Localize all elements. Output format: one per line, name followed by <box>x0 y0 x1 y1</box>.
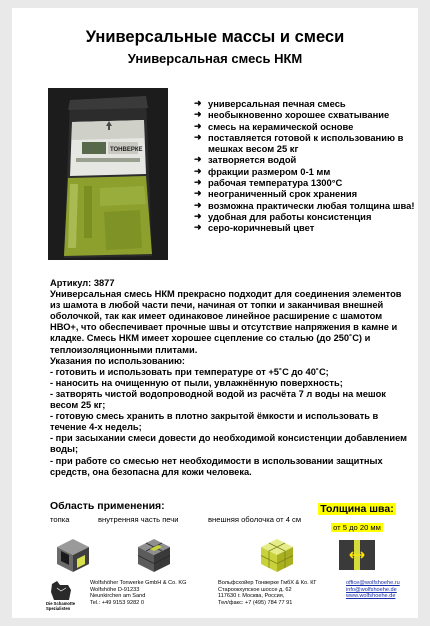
joint-thickness-icon <box>338 536 376 574</box>
arrow-right-icon: ➜ <box>194 98 202 108</box>
instruction-item: - при засыхании смеси довести до необходимой консистенции добавлением воды; <box>50 433 408 455</box>
article-number: Артикул: 3877 <box>50 278 115 288</box>
application-area <box>50 500 350 524</box>
arrow-right-icon: ➜ <box>194 109 202 120</box>
arrow-right-icon: ➜ <box>194 199 202 210</box>
footer-address-de: Wolfshöher Tonwerke GmbH & Co. KG Wolfshöhe D-91233 Neunkirchen am Sand Tel.: +49 9153 9282 0 <box>90 580 187 606</box>
instruction-item: - готовить и использовать при температуре от +5˚С до 40˚С; <box>50 366 329 377</box>
website-link[interactable]: www.wolfshoehe.de <box>346 593 396 600</box>
feature-item: ➜ возможна практически любая толщина шва! <box>194 199 415 211</box>
instruction-item: - наносить на очищенную от пыли, увлажнённую поверхность; <box>50 377 343 388</box>
email-link-office[interactable]: office@wolfshoehe.ru <box>346 580 400 586</box>
description-text: Универсальная смесь НКМ прекрасно подходит для соединения элементов из шамота в любой части печи, начиная от топки и заканчивая внешней оболочкой, так как имеет одинаковое линейное расширение с шамотом НВО+, что обеспечивает прочные швы и отсутствие напряжения в камне и кладке. Смесь НКМ имеет хорошее сцепление со сталью (до 250˚С) и теплоизоляционными плитами. <box>50 289 402 355</box>
bag-brand-text: ТОНВЕРКЕ <box>110 147 143 153</box>
feature-item: ➜ поставляется готовой к использованию в мешках весом 25 кг <box>194 131 404 155</box>
description-block <box>50 278 410 478</box>
product-bag-image <box>48 88 168 260</box>
instruction-item: - готовую смесь хранить в плотно закрытой ёмкости и использовать в течение 4-х недель; <box>50 411 379 433</box>
feature-item: ➜ неограниченный срок хранения <box>194 188 358 200</box>
joint-thickness-title: Толщина шва: <box>320 503 394 515</box>
product-bag-photo <box>48 88 168 260</box>
feature-item: ➜ фракции размером 0-1 мм <box>194 165 331 177</box>
document-page <box>12 8 418 618</box>
logo-text: Spezialisten <box>46 605 71 611</box>
arrow-right-icon: ➜ <box>194 120 202 131</box>
joint-thickness <box>316 499 398 535</box>
instruction-item: - затворять чистой водопроводной водой из расчёта 7 л воды на мешок весом 25 кг; <box>50 388 386 411</box>
footer <box>12 580 418 616</box>
arrow-right-icon: ➜ <box>194 222 202 233</box>
feature-item: ➜ универсальная печная смесь <box>194 98 346 109</box>
application-item-firebox: топка <box>50 515 70 524</box>
feature-item: ➜ затворяется водой <box>194 154 297 166</box>
document-title: Универсальные массы и смеси <box>85 28 345 46</box>
instructions-title: Указания по использованию: <box>50 355 186 366</box>
outer-shell-cube-icon <box>258 536 296 574</box>
footer-links <box>346 580 400 600</box>
instruction-item: - при работе со смесью нет необходимости в использовании защитных средств, она безопасна для кожи человека. <box>50 455 383 477</box>
feature-item: ➜ серо-коричневый цвет <box>194 222 315 234</box>
joint-thickness-value: от 5 до 20 мм <box>333 523 381 532</box>
feature-item: ➜ необыкновенно хорошее схватывание <box>194 109 390 121</box>
footer-address-ru: Вольфсхойер Тонверке ГмбХ & Ко. КГ Староокхупское шоссе д. 62 117630 г. Москва, Россия, Тел/факс: +7 (495) 784 77 91 <box>218 580 317 606</box>
arrow-right-icon: ➜ <box>194 154 202 165</box>
feature-item: ➜ удобная для работы консистенция <box>194 210 372 222</box>
arrow-right-icon: ➜ <box>194 177 202 188</box>
email-link-info[interactable]: info@wolfshoehe.de <box>346 586 397 593</box>
document-subtitle: Универсальная смесь НКМ <box>127 51 303 66</box>
application-icons <box>12 536 418 576</box>
arrow-right-icon: ➜ <box>194 131 202 142</box>
feature-item: ➜ рабочая температура 1300°С <box>194 177 343 189</box>
feature-item: ➜ смесь на керамической основе <box>194 120 354 132</box>
application-item-outer: внешняя оболочка от 4 см <box>208 515 302 524</box>
arrow-right-icon: ➜ <box>194 188 202 199</box>
logo-text: Die Schamotte <box>46 601 76 606</box>
application-area-title: Область применения: <box>50 500 165 512</box>
feature-list <box>194 98 416 234</box>
arrow-right-icon: ➜ <box>194 165 202 176</box>
inner-part-cube-icon <box>135 536 173 574</box>
application-item-inner: внутренняя часть печи <box>98 515 179 524</box>
arrow-right-icon: ➜ <box>194 210 202 221</box>
firebox-cube-icon <box>54 536 92 574</box>
